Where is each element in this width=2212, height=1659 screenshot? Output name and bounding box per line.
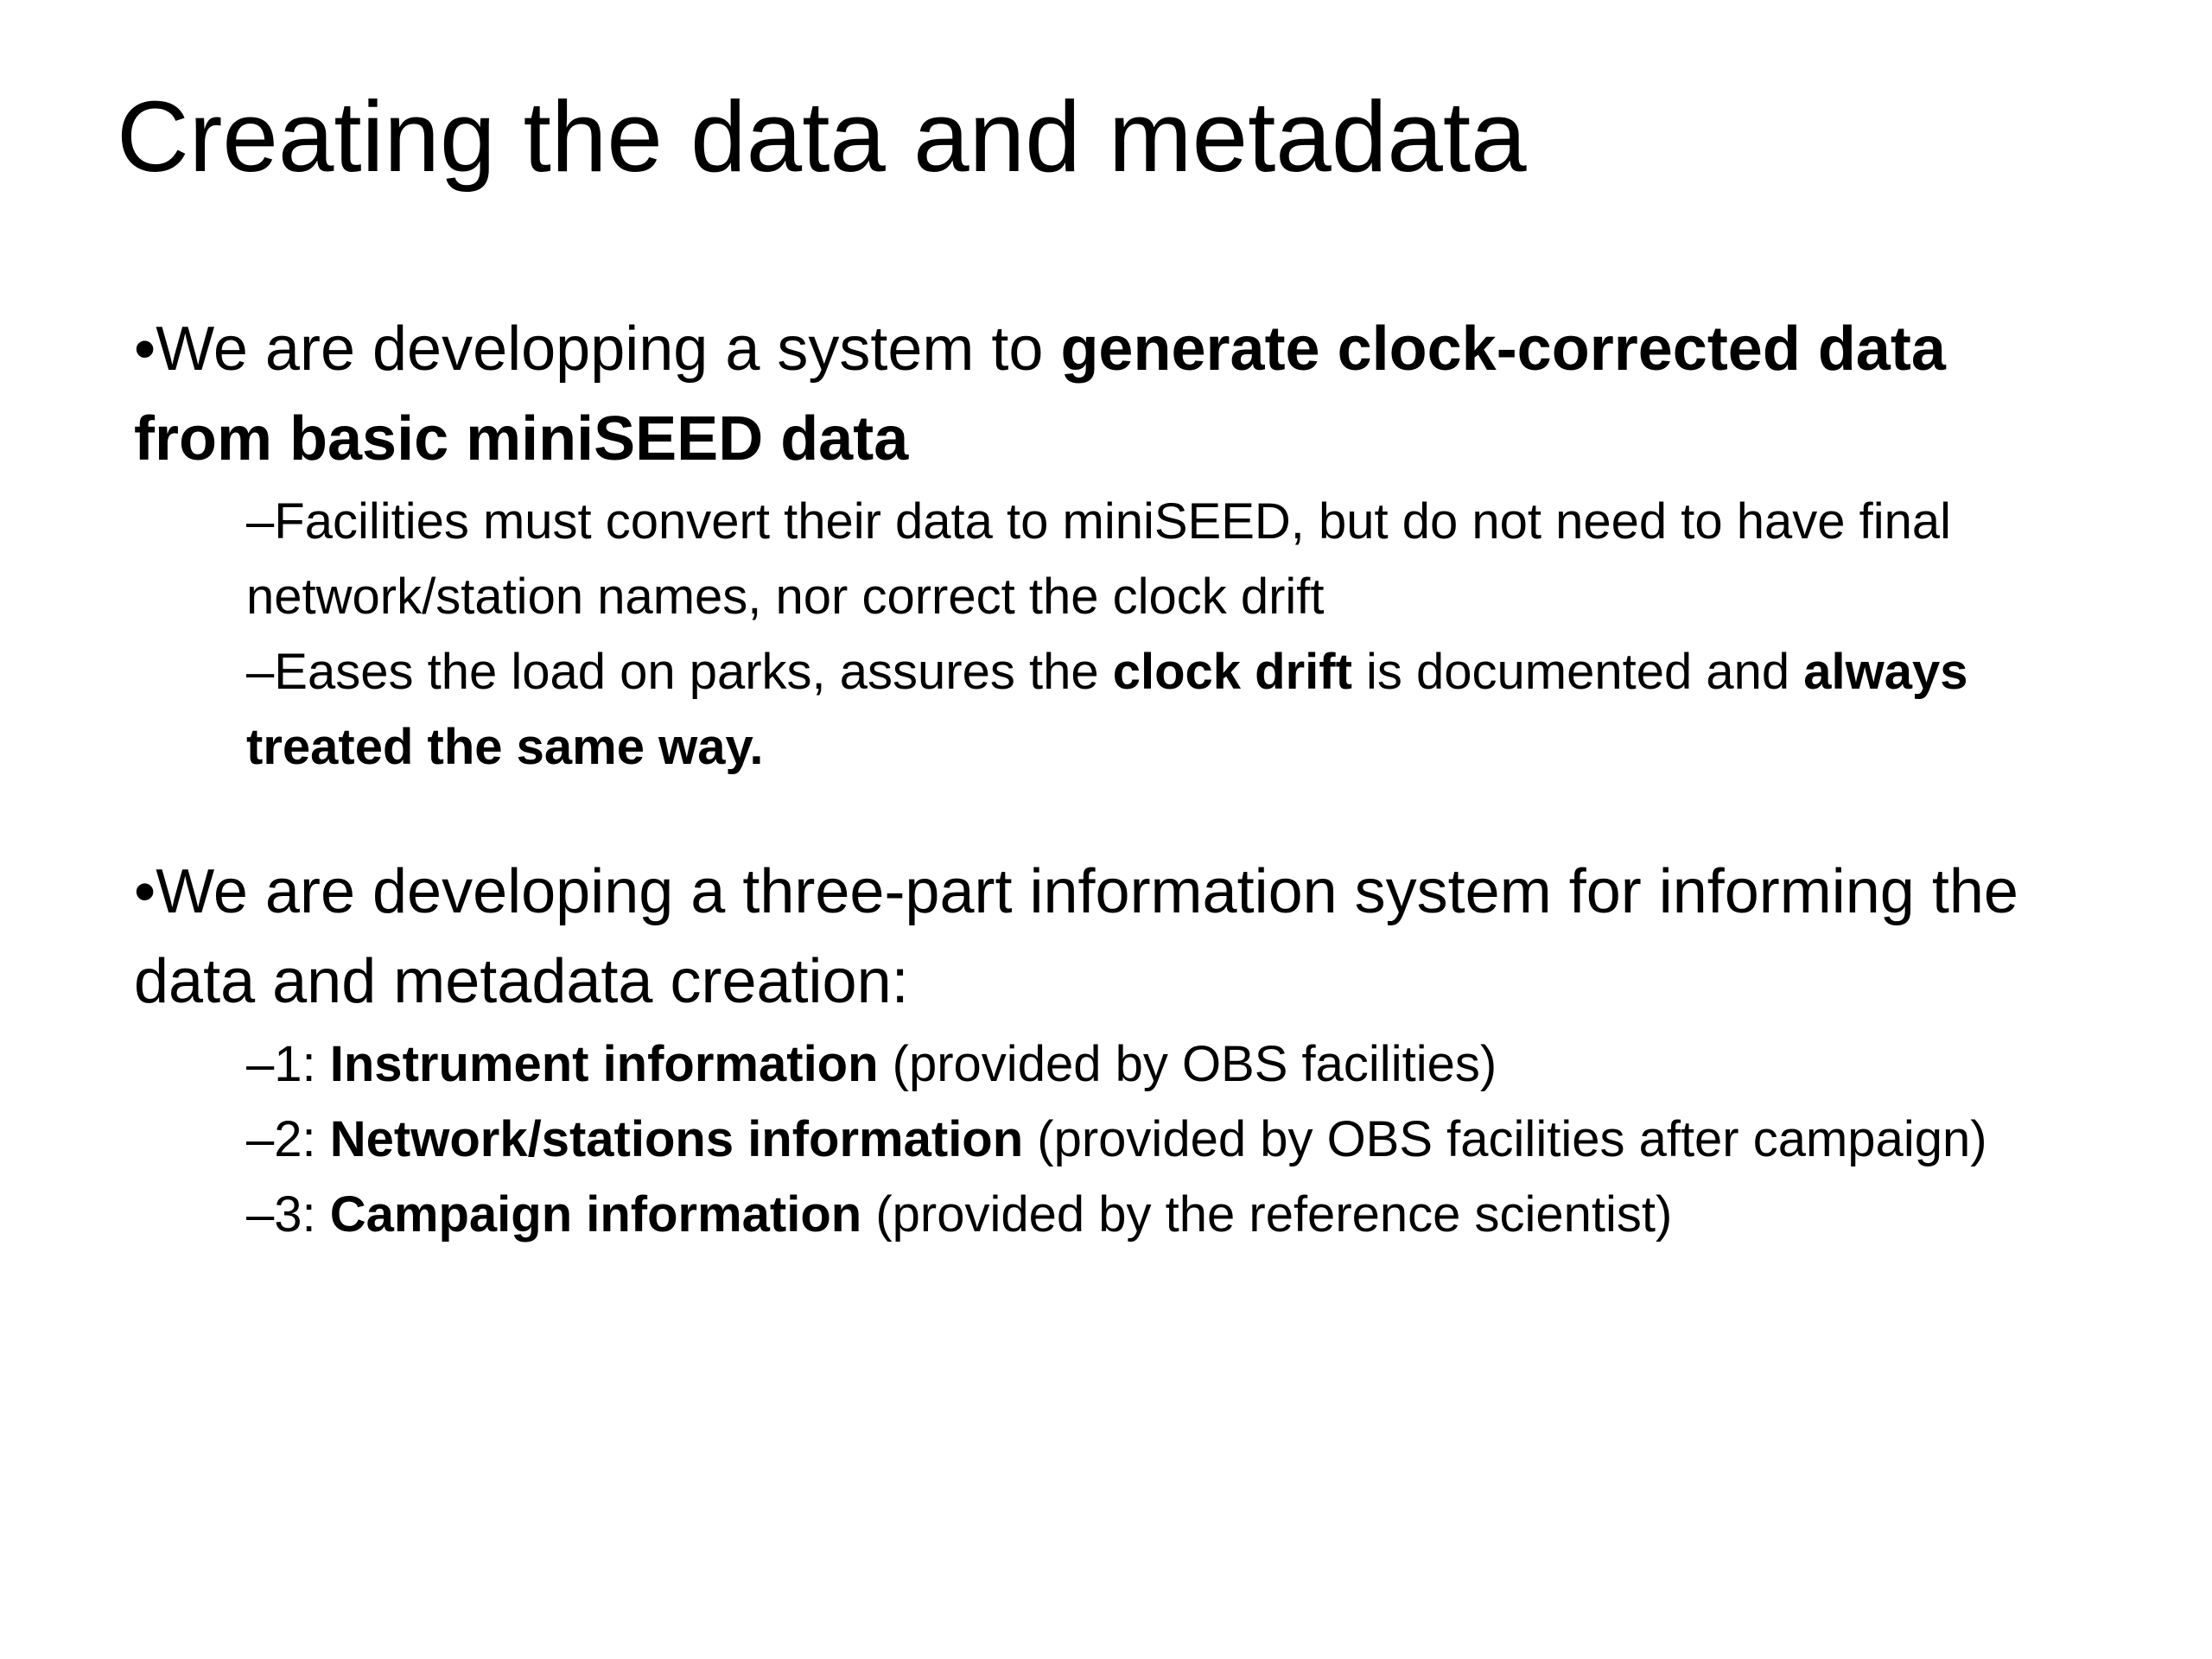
- item-detail: (provided by OBS facilities): [878, 1036, 1497, 1092]
- bold-treated-same-way: always treated the same way.: [246, 644, 1968, 775]
- sub-bullet-text: Facilities must convert their data to miniSEED, but do not need to have final network/station names, nor correct the clock drift: [246, 493, 1952, 625]
- bullet-text: We are developing a three-part information system for informing the data and metadata creation:: [134, 857, 2018, 1016]
- sub-bullet-text: is documented and: [1351, 644, 1804, 700]
- dash-marker: –: [246, 644, 275, 700]
- item-bold-label: Network/stations information: [329, 1111, 1024, 1167]
- sub-bullet-facilities: [246, 484, 2095, 634]
- bullet-information-system: [134, 847, 2095, 1027]
- sub-bullet-campaign-info: [246, 1177, 2095, 1252]
- sub-bullet-network-info: [246, 1102, 2095, 1177]
- bullet-text: We are developping a system to: [156, 315, 1061, 384]
- dash-marker: –: [246, 1036, 275, 1092]
- slide-content: [134, 304, 2095, 1252]
- item-detail: (provided by OBS facilities after campaign): [1023, 1111, 1987, 1167]
- sub-bullet-text: Eases the load on parks, assures the: [274, 644, 1113, 700]
- bullet-bold-text: generate clock-corrected data from basic miniSEED data: [134, 315, 1946, 474]
- item-number: 1:: [274, 1036, 330, 1092]
- sub-bullet-list: [246, 484, 2095, 785]
- sub-bullet-list: [246, 1027, 2095, 1252]
- sub-bullet-eases-load: [246, 634, 2095, 785]
- item-bold-label: Instrument information: [329, 1036, 879, 1092]
- item-bold-label: Campaign information: [329, 1186, 862, 1243]
- dash-marker: –: [246, 1111, 275, 1167]
- dash-marker: –: [246, 1186, 275, 1243]
- bold-clock-drift: clock drift: [1112, 644, 1352, 700]
- bullet-marker: •: [134, 857, 156, 926]
- sub-bullet-instrument-info: [246, 1027, 2095, 1102]
- slide-title: Creating the data and metadata: [117, 80, 1527, 193]
- bullet-marker: •: [134, 315, 156, 384]
- bullet-clock-corrected-data: [134, 304, 2095, 484]
- item-detail: (provided by the reference scientist): [861, 1186, 1673, 1243]
- item-number: 3:: [274, 1186, 330, 1243]
- item-number: 2:: [274, 1111, 330, 1167]
- dash-marker: –: [246, 493, 275, 550]
